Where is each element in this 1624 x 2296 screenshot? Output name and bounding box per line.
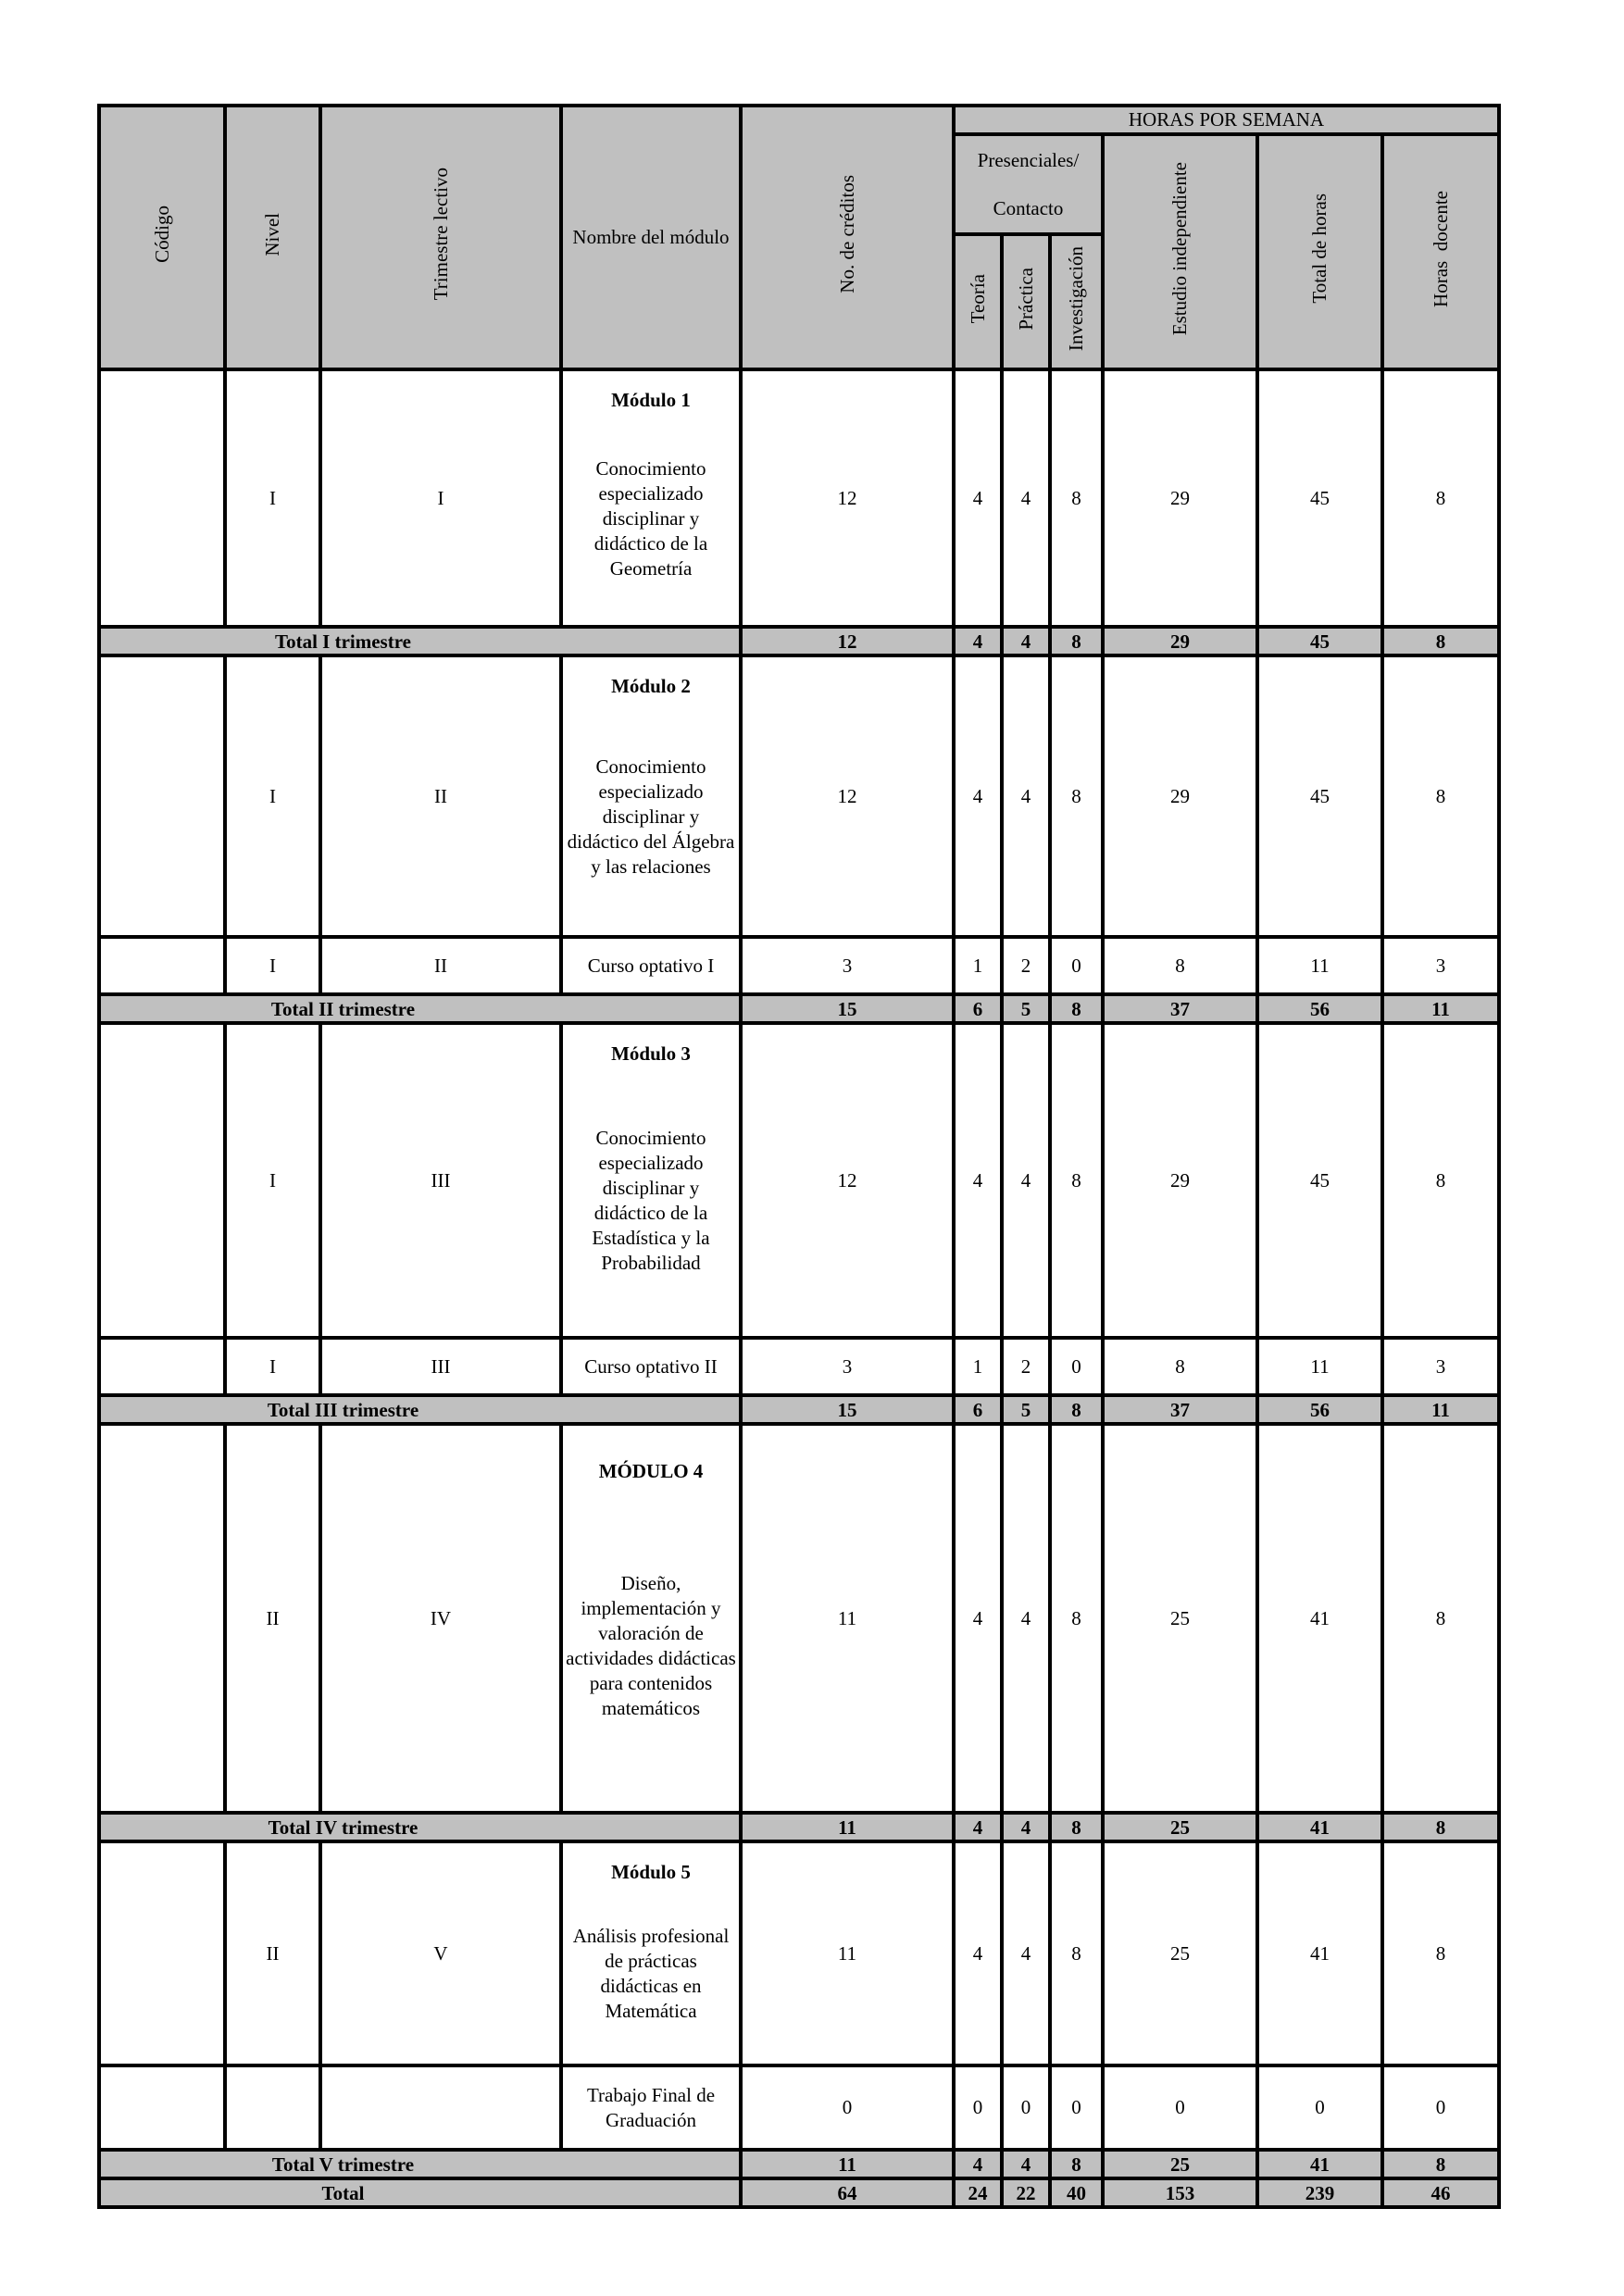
teoria-cell-text: 4 (972, 784, 983, 807)
total-cell (1257, 2065, 1382, 2150)
module-title: Módulo 5 (611, 1861, 691, 1883)
estudio-cell-text: 8 (1175, 954, 1185, 977)
docente-cell-text: 8 (1435, 630, 1446, 653)
total-cell (1257, 1813, 1382, 1841)
nivel-cell-text: II (266, 1606, 280, 1629)
module-row (99, 1841, 1499, 2065)
creditos-cell (741, 369, 954, 627)
total-row (99, 1395, 1499, 1424)
creditos-cell-text: 15 (837, 997, 857, 1020)
docente-cell (1382, 627, 1499, 655)
total-cell (1257, 1338, 1382, 1395)
docente-cell (1382, 1338, 1499, 1395)
creditos-cell-text: 0 (842, 2096, 853, 2118)
course-row (99, 1338, 1499, 1395)
investigacion-cell-text: 8 (1071, 997, 1081, 1020)
docente-cell (1382, 369, 1499, 627)
docente-cell-text: 8 (1435, 1941, 1446, 1965)
total-label (99, 627, 741, 655)
creditos-cell (741, 1023, 954, 1338)
docente-cell-text: 8 (1435, 1168, 1446, 1192)
nivel-cell-text: I (269, 1168, 276, 1192)
docente-cell-text: 8 (1435, 1606, 1446, 1629)
total-label (99, 1813, 741, 1841)
creditos-cell-text: 12 (837, 486, 857, 509)
creditos-cell (741, 627, 954, 655)
trimestre-cell (320, 655, 561, 937)
header-codigo: Código (99, 106, 225, 369)
module-name-cell (561, 1023, 741, 1338)
teoria-cell (954, 2178, 1002, 2207)
total-label-text: Total II trimestre (270, 997, 416, 1020)
estudio-cell (1103, 994, 1257, 1023)
docente-cell-text: 8 (1435, 2152, 1446, 2176)
total-label (99, 2150, 741, 2178)
docente-cell-text: 3 (1435, 954, 1446, 977)
module-row (99, 369, 1499, 627)
practica-cell-text: 5 (1020, 997, 1031, 1020)
total-cell-text: 56 (1310, 1398, 1330, 1421)
module-row (99, 655, 1499, 937)
practica-cell (1002, 1338, 1050, 1395)
codigo-cell (99, 2065, 225, 2150)
practica-cell (1002, 627, 1050, 655)
teoria-cell (954, 1841, 1002, 2065)
practica-cell-text: 4 (1020, 2152, 1031, 2176)
module-title: MÓDULO 4 (598, 1460, 704, 1482)
trimestre-cell-text: I (437, 486, 444, 509)
module-title: Módulo 2 (611, 675, 691, 697)
docente-cell-text: 11 (1431, 1398, 1450, 1421)
investigacion-cell (1050, 1395, 1103, 1424)
investigacion-cell (1050, 369, 1103, 627)
practica-cell (1002, 2065, 1050, 2150)
total-label-text: Total (321, 2181, 365, 2204)
practica-cell (1002, 1841, 1050, 2065)
total-cell (1257, 1023, 1382, 1338)
estudio-cell-text: 25 (1170, 1816, 1190, 1839)
practica-cell (1002, 369, 1050, 627)
investigacion-cell (1050, 2178, 1103, 2207)
docente-cell-text: 3 (1435, 1354, 1446, 1378)
teoria-cell-text: 0 (972, 2096, 983, 2118)
nivel-cell (225, 369, 320, 627)
estudio-cell-text: 29 (1170, 630, 1190, 653)
teoria-cell-text: 4 (972, 630, 983, 653)
trimestre-cell (320, 1841, 561, 2065)
docente-cell (1382, 937, 1499, 994)
practica-cell (1002, 2150, 1050, 2178)
teoria-cell (954, 1023, 1002, 1338)
teoria-cell (954, 1424, 1002, 1813)
trimestre-cell-text: III (431, 1354, 451, 1378)
codigo-cell (99, 1338, 225, 1395)
total-cell (1257, 2178, 1382, 2207)
teoria-cell-text: 4 (972, 1168, 983, 1192)
module-name: Diseño, implementación y valoración de actividades didácticas para contenidos matemáticos (566, 1572, 736, 1719)
estudio-cell (1103, 1395, 1257, 1424)
teoria-cell-text: 4 (972, 486, 983, 509)
total-cell-text: 41 (1310, 1941, 1330, 1965)
investigacion-cell-text: 8 (1071, 1606, 1081, 1629)
codigo-cell (99, 1841, 225, 2065)
docente-cell-text: 8 (1435, 784, 1446, 807)
investigacion-cell-text: 0 (1071, 2096, 1081, 2118)
total-cell-text: 45 (1310, 784, 1330, 807)
investigacion-cell-text: 8 (1071, 1168, 1081, 1192)
total-label (99, 1395, 741, 1424)
estudio-cell (1103, 369, 1257, 627)
creditos-cell-text: 12 (837, 630, 857, 653)
trimestre-cell (320, 937, 561, 994)
header-nivel: Nivel (225, 106, 320, 369)
practica-cell-text: 4 (1020, 1941, 1031, 1965)
trimestre-cell (320, 1424, 561, 1813)
nivel-cell-text: I (269, 486, 276, 509)
creditos-cell (741, 2065, 954, 2150)
docente-cell (1382, 1395, 1499, 1424)
total-cell-text: 41 (1310, 2152, 1330, 2176)
estudio-cell-text: 29 (1170, 784, 1190, 807)
estudio-cell (1103, 2065, 1257, 2150)
module-name-cell (561, 1841, 741, 2065)
teoria-cell (954, 994, 1002, 1023)
teoria-cell-text: 4 (972, 2152, 983, 2176)
nivel-cell-text: I (269, 954, 276, 977)
total-cell (1257, 369, 1382, 627)
investigacion-cell (1050, 1023, 1103, 1338)
docente-cell (1382, 2150, 1499, 2178)
total-label-text: Total IV trimestre (268, 1816, 418, 1839)
total-cell (1257, 2150, 1382, 2178)
practica-cell-text: 4 (1020, 1168, 1031, 1192)
investigacion-cell (1050, 655, 1103, 937)
module-name: Conocimiento especializado disciplinar y didáctico del Álgebra y las relaciones (567, 755, 735, 878)
total-cell-text: 41 (1310, 1606, 1330, 1629)
teoria-cell (954, 2065, 1002, 2150)
practica-cell-text: 2 (1020, 1354, 1031, 1378)
module-row (99, 1023, 1499, 1338)
creditos-cell (741, 1841, 954, 2065)
creditos-cell-text: 3 (842, 1354, 853, 1378)
estudio-cell-text: 29 (1170, 1168, 1190, 1192)
teoria-cell-text: 1 (972, 954, 983, 977)
trimestre-cell (320, 1338, 561, 1395)
teoria-cell (954, 1338, 1002, 1395)
teoria-cell-text: 4 (972, 1941, 983, 1965)
header-teoria: Teoría (954, 234, 1002, 369)
practica-cell (1002, 1023, 1050, 1338)
total-cell-text: 45 (1310, 486, 1330, 509)
investigacion-cell-text: 8 (1071, 1941, 1081, 1965)
investigacion-cell (1050, 1841, 1103, 2065)
codigo-cell (99, 937, 225, 994)
practica-cell-text: 0 (1020, 2096, 1031, 2118)
codigo-cell (99, 655, 225, 937)
course-name: Curso optativo I (587, 954, 715, 977)
total-label-text: Total I trimestre (275, 630, 411, 653)
module-name-cell (561, 1338, 741, 1395)
practica-cell-text: 22 (1016, 2181, 1036, 2204)
estudio-cell-text: 29 (1170, 486, 1190, 509)
estudio-cell (1103, 1338, 1257, 1395)
practica-cell-text: 4 (1020, 1606, 1031, 1629)
module-title: Módulo 1 (611, 389, 691, 411)
creditos-cell (741, 1338, 954, 1395)
total-label-text: Total III trimestre (267, 1398, 419, 1421)
teoria-cell-text: 24 (968, 2181, 988, 2204)
teoria-cell-text: 6 (972, 997, 983, 1020)
total-cell (1257, 655, 1382, 937)
module-name: Conocimiento especializado disciplinar y didáctico de la Estadística y la Probabilidad (592, 1127, 710, 1274)
investigacion-cell (1050, 1813, 1103, 1841)
creditos-cell-text: 12 (837, 1168, 857, 1192)
teoria-cell-text: 6 (972, 1398, 983, 1421)
investigacion-cell-text: 0 (1071, 954, 1081, 977)
nivel-cell-text: I (269, 1354, 276, 1378)
estudio-cell (1103, 1023, 1257, 1338)
total-label (99, 2178, 741, 2207)
creditos-cell-text: 3 (842, 954, 853, 977)
teoria-cell (954, 2150, 1002, 2178)
docente-cell (1382, 1424, 1499, 1813)
total-cell (1257, 1424, 1382, 1813)
creditos-cell (741, 937, 954, 994)
estudio-cell (1103, 627, 1257, 655)
total-row (99, 2150, 1499, 2178)
investigacion-cell-text: 8 (1071, 630, 1081, 653)
estudio-cell-text: 153 (1165, 2181, 1195, 2204)
investigacion-cell (1050, 2150, 1103, 2178)
header-nombre: Nombre del módulo (561, 106, 741, 369)
docente-cell (1382, 1841, 1499, 2065)
total-cell (1257, 627, 1382, 655)
investigacion-cell (1050, 1424, 1103, 1813)
estudio-cell (1103, 1424, 1257, 1813)
total-cell-text: 11 (1310, 1354, 1330, 1378)
header-presenciales: Presenciales/ Contacto (954, 134, 1103, 234)
investigacion-cell-text: 8 (1071, 2152, 1081, 2176)
nivel-cell (225, 1338, 320, 1395)
total-cell (1257, 994, 1382, 1023)
nivel-cell-text: II (266, 1941, 280, 1965)
header-horas-por-semana: HORAS POR SEMANA (954, 106, 1499, 134)
practica-cell (1002, 994, 1050, 1023)
estudio-cell (1103, 1813, 1257, 1841)
practica-cell (1002, 655, 1050, 937)
module-title: Módulo 3 (611, 1042, 691, 1065)
estudio-cell-text: 25 (1170, 1941, 1190, 1965)
trimestre-cell-text: IV (430, 1606, 452, 1629)
module-name-cell (561, 369, 741, 627)
teoria-cell (954, 1395, 1002, 1424)
estudio-cell-text: 25 (1170, 2152, 1190, 2176)
estudio-cell (1103, 937, 1257, 994)
teoria-cell-text: 4 (972, 1606, 983, 1629)
teoria-cell (954, 937, 1002, 994)
nivel-cell-text: I (269, 784, 276, 807)
total-cell-text: 45 (1310, 630, 1330, 653)
module-name-cell (561, 2065, 741, 2150)
investigacion-cell-text: 8 (1071, 1816, 1081, 1839)
investigacion-cell (1050, 627, 1103, 655)
estudio-cell-text: 37 (1170, 1398, 1190, 1421)
total-cell (1257, 937, 1382, 994)
header-total-horas: Total de horas (1257, 134, 1382, 369)
estudio-cell-text: 37 (1170, 997, 1190, 1020)
module-name-cell (561, 1424, 741, 1813)
docente-cell-text: 46 (1430, 2181, 1451, 2204)
investigacion-cell-text: 0 (1071, 1354, 1081, 1378)
creditos-cell (741, 2178, 954, 2207)
estudio-cell (1103, 655, 1257, 937)
practica-cell (1002, 1424, 1050, 1813)
teoria-cell (954, 655, 1002, 937)
docente-cell (1382, 1023, 1499, 1338)
codigo-cell (99, 369, 225, 627)
total-cell-text: 11 (1310, 954, 1330, 977)
estudio-cell (1103, 2150, 1257, 2178)
docente-cell-text: 0 (1435, 2096, 1446, 2118)
course-name: Curso optativo II (584, 1354, 718, 1378)
practica-cell-text: 4 (1020, 486, 1031, 509)
creditos-cell-text: 12 (837, 784, 857, 807)
practica-cell-text: 4 (1020, 1816, 1031, 1839)
total-cell (1257, 1841, 1382, 2065)
investigacion-cell (1050, 1338, 1103, 1395)
practica-cell-text: 4 (1020, 784, 1031, 807)
total-row (99, 627, 1499, 655)
total-label-text: Total V trimestre (271, 2152, 415, 2176)
teoria-cell-text: 4 (972, 1816, 983, 1839)
total-cell-text: 56 (1310, 997, 1330, 1020)
creditos-cell (741, 2150, 954, 2178)
docente-cell-text: 8 (1435, 486, 1446, 509)
teoria-cell (954, 1813, 1002, 1841)
total-cell-text: 45 (1310, 1168, 1330, 1192)
creditos-cell-text: 15 (837, 1398, 857, 1421)
module-name: Conocimiento especializado disciplinar y didáctico de la Geometría (593, 456, 708, 580)
nivel-cell (225, 1841, 320, 2065)
course-name: Trabajo Final de Graduación (586, 2083, 716, 2131)
header-creditos: No. de créditos (741, 106, 954, 369)
docente-cell (1382, 655, 1499, 937)
nivel-cell (225, 1424, 320, 1813)
investigacion-cell (1050, 937, 1103, 994)
creditos-cell-text: 64 (837, 2181, 857, 2204)
practica-cell (1002, 937, 1050, 994)
total-cell-text: 239 (1305, 2181, 1335, 2204)
creditos-cell (741, 655, 954, 937)
header-investigacion: Investigación (1050, 234, 1103, 369)
teoria-cell (954, 627, 1002, 655)
investigacion-cell-text: 8 (1071, 486, 1081, 509)
table-body (99, 106, 1499, 2207)
trimestre-cell-text: II (434, 784, 447, 807)
total-row (99, 2178, 1499, 2207)
module-name-cell (561, 655, 741, 937)
trimestre-cell-text: V (433, 1941, 448, 1965)
docente-cell-text: 11 (1431, 997, 1450, 1020)
course-row (99, 2065, 1499, 2150)
total-cell (1257, 1395, 1382, 1424)
estudio-cell-text: 0 (1175, 2096, 1185, 2118)
total-cell-text: 41 (1310, 1816, 1330, 1839)
creditos-cell-text: 11 (837, 1606, 857, 1629)
trimestre-cell-text: III (431, 1168, 451, 1192)
module-name: Análisis profesional de prácticas didácticas en Matemática (572, 1925, 730, 2022)
docente-cell-text: 8 (1435, 1816, 1446, 1839)
study-plan-table (97, 104, 1501, 2209)
docente-cell (1382, 2178, 1499, 2207)
practica-cell-text: 5 (1020, 1398, 1031, 1421)
practica-cell (1002, 1395, 1050, 1424)
creditos-cell-text: 11 (837, 1941, 857, 1965)
practica-cell (1002, 2178, 1050, 2207)
total-row (99, 994, 1499, 1023)
docente-cell (1382, 1813, 1499, 1841)
creditos-cell-text: 11 (838, 2152, 856, 2176)
header-trimestre: Trimestre lectivo (320, 106, 561, 369)
nivel-cell (225, 655, 320, 937)
total-label (99, 994, 741, 1023)
trimestre-cell (320, 2065, 561, 2150)
header-horas-docente: Horas docente (1382, 134, 1499, 369)
module-name-cell (561, 937, 741, 994)
header-estudio: Estudio independiente (1103, 134, 1257, 369)
practica-cell-text: 4 (1020, 630, 1031, 653)
header-row-1 (99, 106, 1499, 134)
teoria-cell-text: 1 (972, 1354, 983, 1378)
creditos-cell (741, 994, 954, 1023)
practica-cell (1002, 1813, 1050, 1841)
teoria-cell (954, 369, 1002, 627)
nivel-cell (225, 937, 320, 994)
practica-cell-text: 2 (1020, 954, 1031, 977)
module-row (99, 1424, 1499, 1813)
investigacion-cell (1050, 2065, 1103, 2150)
nivel-cell (225, 1023, 320, 1338)
estudio-cell-text: 25 (1170, 1606, 1190, 1629)
estudio-cell (1103, 1841, 1257, 2065)
course-row (99, 937, 1499, 994)
header-practica: Práctica (1002, 234, 1050, 369)
creditos-cell (741, 1813, 954, 1841)
total-cell-text: 0 (1315, 2096, 1325, 2118)
trimestre-cell (320, 369, 561, 627)
investigacion-cell-text: 40 (1067, 2181, 1086, 2204)
docente-cell (1382, 994, 1499, 1023)
trimestre-cell (320, 1023, 561, 1338)
nivel-cell (225, 2065, 320, 2150)
estudio-cell-text: 8 (1175, 1354, 1185, 1378)
trimestre-cell-text: II (434, 954, 447, 977)
investigacion-cell (1050, 994, 1103, 1023)
creditos-cell (741, 1424, 954, 1813)
codigo-cell (99, 1023, 225, 1338)
codigo-cell (99, 1424, 225, 1813)
investigacion-cell-text: 8 (1071, 1398, 1081, 1421)
docente-cell (1382, 2065, 1499, 2150)
investigacion-cell-text: 8 (1071, 784, 1081, 807)
creditos-cell (741, 1395, 954, 1424)
creditos-cell-text: 11 (838, 1816, 856, 1839)
total-row (99, 1813, 1499, 1841)
estudio-cell (1103, 2178, 1257, 2207)
